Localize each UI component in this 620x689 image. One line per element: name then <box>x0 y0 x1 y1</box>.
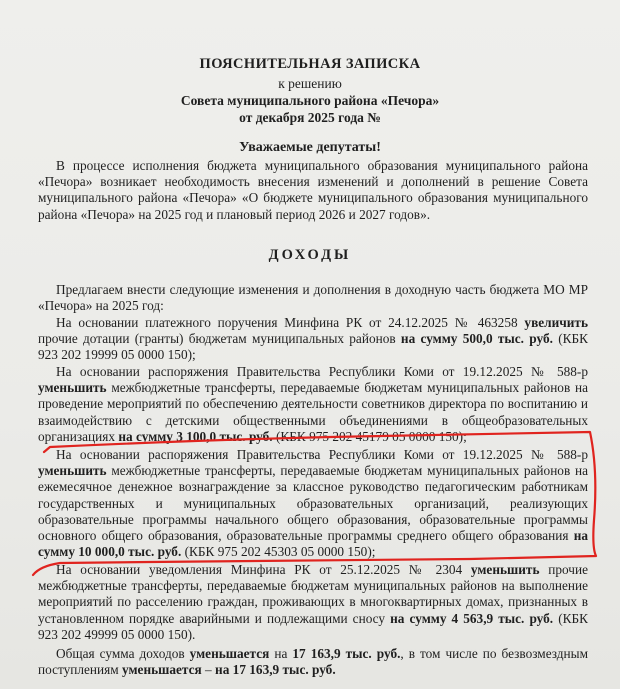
item-4-text: прочие межбюджетные трансферты, передаваемые бюджетам муниципальных районов на выполнение мероприятий по расселению граждан, проживающих в многоквартирных домах, признанных в установленном порядке аварийными и подлежащими сносу <box>38 562 588 626</box>
total-action: уменьшается <box>189 646 270 661</box>
income-item-1 <box>38 315 588 364</box>
item-4-amount: на сумму 4 563,9 тыс. руб. <box>390 610 554 626</box>
proposal-paragraph <box>38 282 588 314</box>
intro-paragraph <box>38 158 588 223</box>
income-item-4 <box>38 562 588 643</box>
item-3-amount: на сумму 10 000,0 тыс. руб. <box>38 528 588 560</box>
item-1-pre: На основании платежного поручения Минфина РК от 24.12.2025 № 463258 <box>56 315 525 330</box>
item-2-text: межбюджетные трансферты, передаваемые бюджетам муниципальных районов на проведение мероприятий по обеспечению деятельности советников директора по воспитанию и взаимодействию с детскими общественными объединениями в общеобразовательных организациях <box>38 380 588 444</box>
income-item-2 <box>38 364 588 445</box>
item-3-pre: На основании распоряжения Правительства Республики Коми от 19.12.2025 № 588-р <box>56 447 588 462</box>
item-1-action: увеличить <box>524 315 588 330</box>
total-action2: уменьшается <box>122 662 202 678</box>
item-1-text: прочие дотации (гранты) бюджетам муниципальных районов <box>38 331 401 347</box>
greeting: Уважаемые депутаты! <box>239 140 381 155</box>
document-subtitle-3: от декабря 2025 года № <box>239 110 381 125</box>
item-2-amount: на сумму 3 100,0 тыс. руб. <box>118 428 273 444</box>
item-1-kbk: (КБК 923 202 19999 05 0000 150); <box>38 331 588 363</box>
total-amount2: на 17 163,9 тыс. руб. <box>215 662 336 678</box>
document-subtitle-1: к решению <box>278 76 342 91</box>
item-3-kbk: (КБК 975 202 45303 05 0000 150); <box>181 544 376 560</box>
item-4-action: уменьшить <box>470 562 540 577</box>
proposal-text: Предлагаем внести следующие изменения и дополнения в доходную часть бюджета МО МР «Печора» на 2025 год: <box>38 282 588 314</box>
total-pre: Общая сумма доходов <box>56 646 190 661</box>
item-3-action: уменьшить <box>38 463 107 479</box>
total-mid2: , в том числе по безвозмездным поступлениям <box>38 646 589 678</box>
total-mid: на <box>269 646 293 661</box>
item-2-kbk: (КБК 975 202 45179 05 0000 150); <box>272 428 467 444</box>
total-amount: 17 163,9 тыс. руб. <box>292 646 401 661</box>
document-title: ПОЯСНИТЕЛЬНАЯ ЗАПИСКА <box>199 56 421 72</box>
item-2-pre: На основании распоряжения Правительства Республики Коми от 19.12.2025 № 588-р <box>56 364 588 379</box>
total-paragraph <box>38 646 588 678</box>
document-subtitle-2: Совета муниципального района «Печора» <box>180 93 440 108</box>
item-2-action: уменьшить <box>38 380 107 396</box>
item-4-kbk: (КБК 923 202 49999 05 0000 150). <box>38 610 588 642</box>
section-title-income: ДОХОДЫ <box>268 247 352 263</box>
income-item-3 <box>38 447 588 560</box>
item-1-amount: на сумму 500,0 тыс. руб. <box>400 331 553 347</box>
item-3-text: межбюджетные трансферты, передаваемые бюджетам муниципальных районов на ежемесячное денежное вознаграждение за классное руководство педагогическим работникам государственных и муниципальных образовательных организаций, реализующих образовательные программы начального общего образования, образовательные программы основного общего образования, образовательные программы среднего общего образования <box>38 463 588 544</box>
total-mid3: – <box>201 662 216 678</box>
intro-text: В процессе исполнения бюджета муниципального образования муниципального района «Печора» возникает необходимость внесения изменений и дополнений в решение Совета муниципального района «Печора» «О бюджете муниципального образования муниципального района «Печора» на 2025 год и плановый период 2026 и 2027 годов». <box>38 158 588 222</box>
item-4-pre: На основании уведомления Минфина РК от 25.12.2025 № 2304 <box>56 562 471 577</box>
